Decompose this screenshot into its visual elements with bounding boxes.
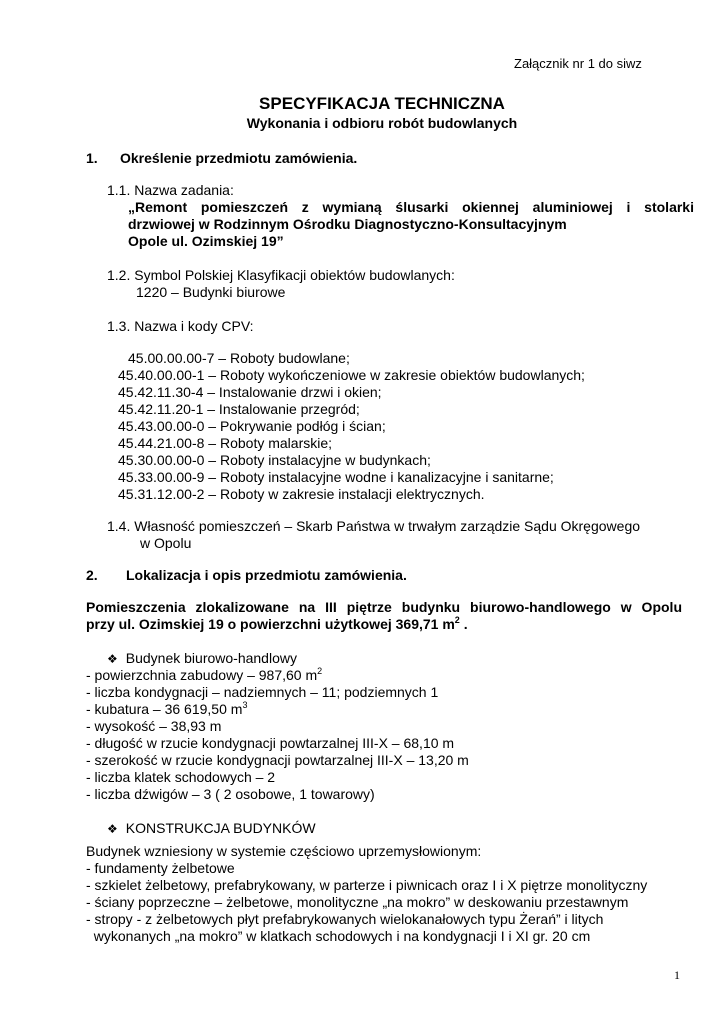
building-item-1: - liczba kondygnacji – nadziemnych – 11; podziemnych 1 xyxy=(86,684,439,700)
cpv-code-5: 45.44.21.00-8 – Roboty malarskie; xyxy=(118,435,333,451)
diamond-bullet-icon: ❖ xyxy=(107,652,118,666)
location-line-2-end: . xyxy=(459,616,468,632)
construction-item-3: - stropy - z żelbetowych płyt prefabrykowanych wielokanałowych typu Żerań” i litych xyxy=(86,911,604,927)
construction-intro: Budynek wzniesiony w systemie częściowo uprzemysłowionym: xyxy=(86,843,482,859)
task-name-line-2: drzwiowej w Rodzinnym Ośrodku Diagnostyczno-Konsultacyjnym xyxy=(128,216,567,232)
pkob-label: 1.2. Symbol Polskiej Klasyfikacji obiektów budowlanych: xyxy=(107,267,455,283)
cpv-code-3: 45.42.11.20-1 – Instalowanie przegród; xyxy=(118,401,360,417)
building-heading xyxy=(107,650,297,666)
task-name-label: 1.1. Nazwa zadania: xyxy=(107,182,234,198)
document-subtitle: Wykonania i odbioru robót budowlanych xyxy=(246,115,518,131)
construction-heading-text: KONSTRUKCJA BUDYNKÓW xyxy=(125,820,316,836)
cpv-label: 1.3. Nazwa i kody CPV: xyxy=(107,318,254,334)
construction-heading xyxy=(107,820,316,836)
pkob-value: 1220 – Budynki biurowe xyxy=(136,284,286,300)
cpv-code-4: 45.43.00.00-0 – Pokrywanie podłóg i ścian; xyxy=(118,418,386,434)
cpv-code-1: 45.40.00.00-1 – Roboty wykończeniowe w zakresie obiektów budowlanych; xyxy=(118,367,585,383)
ownership-line-1: 1.4. Własność pomieszczeń – Skarb Państwa w trwałym zarządzie Sądu Okręgowego xyxy=(107,518,641,534)
ownership-line-2: w Opolu xyxy=(140,535,192,551)
cpv-code-6: 45.30.00.00-0 – Roboty instalacyjne w budynkach; xyxy=(118,452,431,468)
construction-item-1: - szkielet żelbetowy, prefabrykowany, w parterze i piwnicach oraz I i X piętrze monolityczny xyxy=(86,877,648,893)
building-item-3: - wysokość – 38,93 m xyxy=(86,718,222,734)
cpv-code-2: 45.42.11.30-4 – Instalowanie drzwi i okien; xyxy=(118,384,382,400)
construction-item-0: - fundamenty żelbetowe xyxy=(86,860,235,876)
location-line-2-text: przy ul. Ozimskiej 19 o powierzchni użytkowej 369,71 m xyxy=(86,616,455,632)
attachment-note: Załącznik nr 1 do siwz xyxy=(514,56,642,71)
location-line-2 xyxy=(86,616,468,632)
building-item-0: - powierzchnia zabudowy – 987,60 $m^2$ xyxy=(86,666,323,683)
task-name-line-1: „Remont pomieszczeń z wymianą ślusarki okiennej aluminiowej i stolarki xyxy=(128,199,694,215)
building-item-5: - szerokość w rzucie kondygnacji powtarzalnej III-X – 13,20 m xyxy=(86,752,469,768)
building-heading-text: Budynek biurowo-handlowy xyxy=(125,650,297,666)
document-title: SPECYFIKACJA TECHNICZNA xyxy=(259,94,505,113)
section-2-heading: Lokalizacja i opis przedmiotu zamówienia. xyxy=(126,567,407,583)
section-2-number: 2. xyxy=(86,567,98,583)
building-item-4: - długość w rzucie kondygnacji powtarzalnej III-X – 68,10 m xyxy=(86,735,455,751)
cpv-code-0: 45.00.00.00-7 – Roboty budowlane; xyxy=(128,350,350,366)
location-line-1: Pomieszczenia zlokalizowane na III piętrze budynku biurowo-handlowego w Opolu xyxy=(86,599,682,615)
cpv-code-7: 45.33.00.00-9 – Roboty instalacyjne wodne i kanalizacyjne i sanitarne; xyxy=(118,469,554,485)
construction-item-2: - ściany poprzeczne – żelbetowe, monolityczne „na mokro” w deskowaniu przestawnym xyxy=(86,894,629,910)
section-1-number: 1. xyxy=(86,150,98,166)
building-item-2: - kubatura – 36 619,50 $m^3$ xyxy=(86,700,248,717)
section-1-heading: Określenie przedmiotu zamówienia. xyxy=(120,150,358,166)
building-item-7: - liczba dźwigów – 3 ( 2 osobowe, 1 towarowy) xyxy=(86,786,375,802)
diamond-bullet-icon: ❖ xyxy=(107,822,118,836)
cpv-code-8: 45.31.12.00-2 – Roboty w zakresie instalacji elektrycznych. xyxy=(118,486,485,502)
location-area-sup: 2 xyxy=(454,615,460,625)
construction-item-4: wykonanych „na mokro” w klatkach schodowych i na kondygnacji I i XI gr. 20 cm xyxy=(86,928,591,944)
task-name-line-3: Opole ul. Ozimskiej 19” xyxy=(128,233,284,249)
page-number: 1 xyxy=(674,968,680,982)
building-item-6: - liczba klatek schodowych – 2 xyxy=(86,769,276,785)
